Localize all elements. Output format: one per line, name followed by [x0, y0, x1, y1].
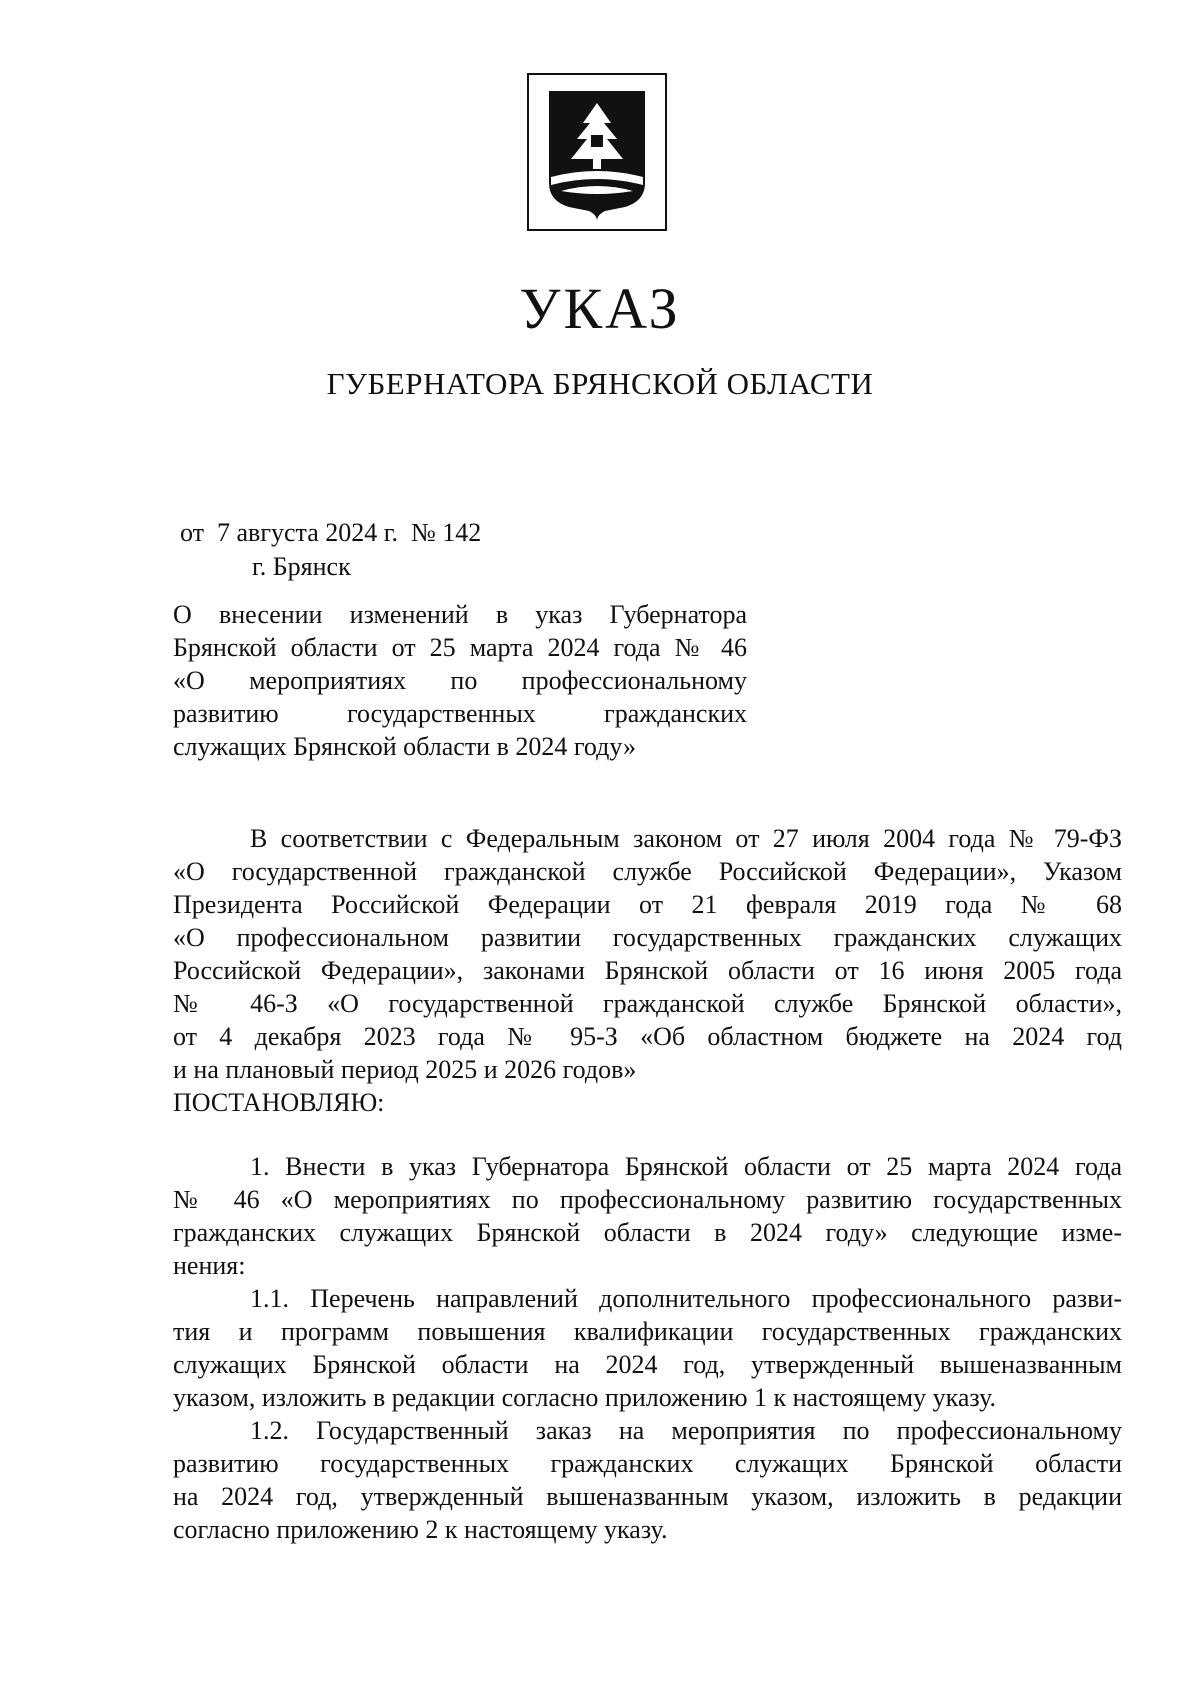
item-1-1-line: служащих Брянской области на 2024 год, утвержденный вышеназванным — [173, 1350, 1122, 1379]
preamble-line: Президента Российской Федерации от 21 февраля 2019 года № 68 — [173, 890, 1122, 919]
document-date-number: от 7 августа 2024 г. № 142 — [180, 518, 482, 547]
item-1-line: № 46 «О мероприятиях по профессиональному развитию государственных — [173, 1185, 1122, 1214]
preamble-line: Российской Федерации», законами Брянской области от 16 июня 2005 года — [173, 956, 1122, 985]
item-1-2-line: развитию государственных гражданских служащих Брянской области — [173, 1449, 1122, 1478]
preamble-line: В соответствии с Федеральным законом от 27 июля 2004 года № 79-ФЗ — [250, 824, 1122, 853]
item-1-paragraph — [173, 1150, 1122, 1282]
heading-line: Брянской области от 25 марта 2024 года № 46 — [173, 633, 747, 662]
heading-line: «О мероприятиях по профессиональному — [173, 666, 747, 695]
document-subtitle: ГУБЕРНАТОРА БРЯНСКОЙ ОБЛАСТИ — [326, 366, 874, 401]
item-1-1-line: тия и программ повышения квалификации государственных гражданских — [173, 1317, 1122, 1346]
document-title: УКАЗ — [519, 276, 681, 341]
preamble-line: от 4 декабря 2023 года № 95-З «Об областном бюджете на 2024 год — [173, 1022, 1122, 1051]
item-1-1-paragraph — [173, 1282, 1122, 1414]
preamble-paragraph — [173, 822, 1122, 1119]
item-1-line: нения: — [173, 1251, 246, 1280]
heading-line: служащих Брянской области в 2024 году» — [173, 732, 637, 761]
preamble-line: № 46-З «О государственной гражданской службе Брянской области», — [173, 989, 1122, 1018]
item-1-2-line: 1.2. Государственный заказ на мероприятия по профессиональному — [250, 1416, 1122, 1445]
item-1-2-paragraph — [173, 1414, 1122, 1546]
item-1-1-line: указом, изложить в редакции согласно приложению 1 к настоящему указу. — [173, 1383, 997, 1412]
document-heading — [173, 598, 747, 763]
heading-line: О внесении изменений в указ Губернатора — [173, 600, 747, 629]
coat-of-arms-icon — [527, 73, 667, 231]
item-1-2-line: согласно приложению 2 к настоящему указу. — [173, 1515, 668, 1544]
preamble-line: и на плановый период 2025 и 2026 годов» — [173, 1055, 637, 1084]
decree-keyword: ПОСТАНОВЛЯЮ: — [173, 1088, 385, 1117]
preamble-line: «О государственной гражданской службе Российской Федерации», Указом — [173, 857, 1122, 886]
item-1-1-line: 1.1. Перечень направлений дополнительного профессионального разви- — [250, 1284, 1122, 1313]
document-city: г. Брянск — [252, 552, 351, 581]
item-1-line: 1. Внести в указ Губернатора Брянской области от 25 марта 2024 года — [250, 1152, 1122, 1181]
item-1-2-line: на 2024 год, утвержденный вышеназванным указом, изложить в редакции — [173, 1482, 1122, 1511]
heading-line: развитию государственных гражданских — [173, 699, 747, 728]
item-1-line: гражданских служащих Брянской области в 2024 году» следующие изме- — [173, 1218, 1122, 1247]
preamble-line: «О профессиональном развитии государственных гражданских служащих — [173, 923, 1122, 952]
